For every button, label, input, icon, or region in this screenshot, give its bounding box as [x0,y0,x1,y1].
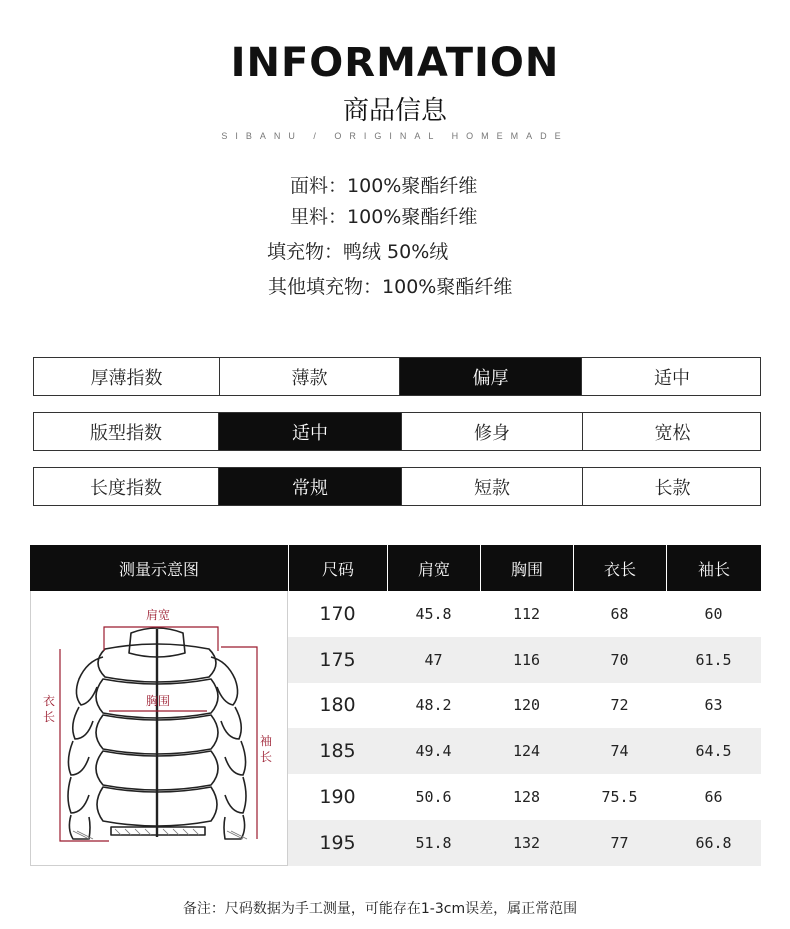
material-value: 100%聚酯纤维 [347,175,478,197]
column-header-sleeve: 袖长 [666,545,761,591]
material-value: 100%聚酯纤维 [347,206,478,228]
length-cell: 68 [610,604,629,623]
sleeve-cell: 66.8 [695,833,732,852]
chest-cell: 112 [512,604,541,623]
fit-index-row [33,412,761,451]
shoulder-cell: 48.2 [415,696,452,715]
index-option: 薄款 [219,358,399,395]
chest-cell: 132 [512,833,541,852]
size-table-body [288,591,761,866]
material-label: 里料： [290,206,348,228]
index-option: 宽松 [582,413,762,450]
thickness-index-row [33,357,761,396]
size-table [30,545,761,866]
size-cell: 175 [319,648,356,671]
sleeve-label-bottom: 长 [260,750,273,764]
measurement-diagram [30,591,288,866]
length-cell: 70 [610,650,629,669]
length-label-bottom: 长 [43,710,56,724]
material-label: 其他填充物： [268,276,383,298]
material-value: 鸭绒 50%绒 [343,241,449,263]
index-option-selected: 偏厚 [399,358,581,395]
index-option: 长款 [582,468,762,505]
length-label-top: 衣 [43,694,56,708]
material-filling [267,237,448,264]
table-row [288,774,761,820]
length-cell: 72 [610,696,629,715]
size-cell: 180 [319,694,356,717]
table-row [288,637,761,683]
chest-label: 胸围 [146,694,171,708]
material-value: 100%聚酯纤维 [382,276,513,298]
index-option: 修身 [401,413,582,450]
index-label: 版型指数 [90,422,162,444]
column-header-size: 尺码 [288,545,387,591]
chest-cell: 124 [512,742,541,761]
chest-cell: 120 [512,696,541,715]
chest-cell: 128 [512,788,541,807]
size-table-header [30,545,761,591]
length-cell: 75.5 [601,788,638,807]
table-row [288,591,761,637]
page-subtitle: 商品信息 [342,96,447,126]
length-cell: 77 [610,833,629,852]
shoulder-cell: 49.4 [415,742,452,761]
table-row [288,683,761,729]
index-label: 长度指数 [90,477,162,499]
sleeve-cell: 60 [704,604,723,623]
shoulder-cell: 47 [424,650,443,669]
material-label: 面料： [290,175,348,197]
puffer-jacket-illustration [31,591,287,865]
sleeve-cell: 63 [704,696,723,715]
column-header-shoulder: 肩宽 [387,545,480,591]
sleeve-cell: 61.5 [695,650,732,669]
table-row [288,820,761,866]
shoulder-cell: 50.6 [415,788,452,807]
size-cell: 195 [319,831,356,854]
index-option: 适中 [581,358,762,395]
table-row [288,728,761,774]
sleeve-cell: 66 [704,788,723,807]
diagram-header: 测量示意图 [118,559,199,579]
size-cell: 185 [319,740,356,763]
sleeve-label-top: 袖 [260,734,273,748]
length-cell: 74 [610,742,629,761]
column-header-chest: 胸围 [480,545,573,591]
index-option: 短款 [401,468,582,505]
column-header-length: 衣长 [573,545,666,591]
brand-tagline: SIBANU / ORIGINAL HOMEMADE [221,131,569,141]
length-index-row [33,467,761,506]
material-shell [290,171,477,198]
index-label: 厚薄指数 [90,367,163,389]
shoulder-cell: 45.8 [415,604,452,623]
shoulder-label: 肩宽 [146,608,171,622]
size-cell: 170 [319,602,356,625]
chest-cell: 116 [512,650,541,669]
page-title: INFORMATION [230,40,560,86]
material-lining [290,202,477,229]
measurement-note: 备注：尺码数据为手工测量，可能存在1-3cm误差，属正常范围 [182,901,578,917]
index-option-selected: 适中 [218,413,401,450]
size-cell: 190 [319,786,356,809]
material-label: 填充物： [267,241,344,263]
sleeve-cell: 64.5 [695,742,732,761]
material-other-filling [268,272,512,299]
index-option-selected: 常规 [218,468,401,505]
shoulder-cell: 51.8 [415,833,452,852]
